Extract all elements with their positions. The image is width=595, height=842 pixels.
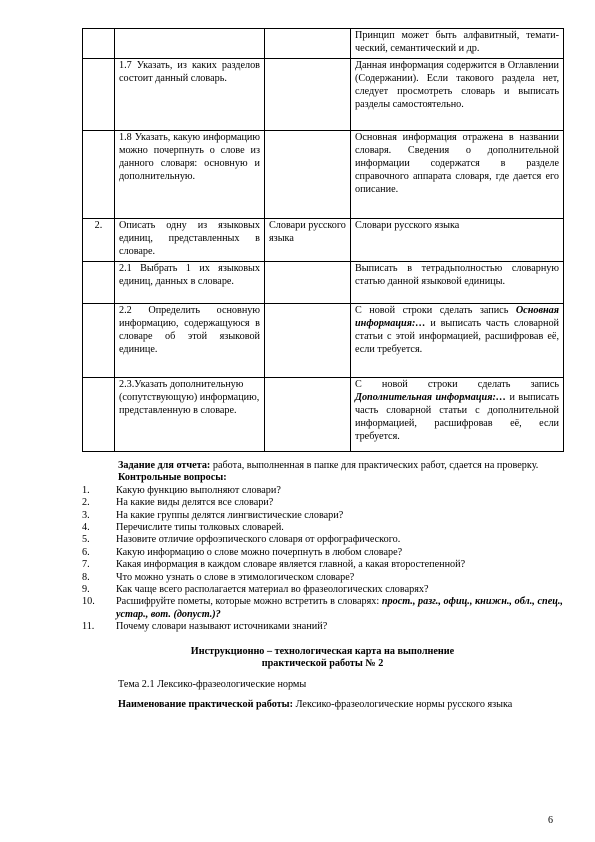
cell-task	[115, 29, 265, 59]
cell-num	[83, 262, 115, 304]
question-number: 6.	[82, 546, 90, 558]
cell-source	[265, 29, 351, 59]
list-item	[82, 485, 563, 497]
questions-list	[82, 485, 563, 634]
cell-instruction	[351, 304, 564, 378]
list-item	[82, 584, 563, 596]
question-text: Что можно узнать о слове в этимологическом словаре?	[116, 571, 355, 583]
instruction-emphasis: Основная информация:…	[355, 305, 559, 329]
question-text: Перечислите типы толковых словарей.	[116, 522, 284, 534]
cell-source	[265, 378, 351, 452]
list-item	[82, 547, 563, 559]
question-text: Какую функцию выполняют словари?	[116, 484, 281, 496]
cell-num	[83, 59, 115, 131]
cell-task: 2.2 Определить основную информацию, содержащуюся в словаре об этой языковой единице.	[115, 304, 265, 378]
task-table	[82, 28, 564, 452]
cell-instruction: Основная информация отражена в названии словаря. Сведения о дополнительной информации содержатся в разделе справочного аппарата словаря, где дается его описание.	[351, 131, 564, 219]
list-item	[82, 497, 563, 509]
table-row	[83, 378, 564, 452]
cell-instruction	[351, 378, 564, 452]
list-item	[82, 510, 563, 522]
table-row	[83, 304, 564, 378]
question-number: 9.	[82, 584, 90, 596]
question-text: На какие группы делятся лингвистические словари?	[116, 509, 344, 521]
question-number: 8.	[82, 571, 90, 583]
cell-instruction: Выписать в тетрадьполностью словарную статью данной языковой единицы.	[351, 262, 564, 304]
instruction-text: С новой строки сделать запись	[355, 305, 516, 316]
cell-num	[83, 378, 115, 452]
question-text: Почему словари называют источниками знаний?	[116, 621, 328, 633]
cell-task: 2.3.Указать дополнительную (сопутствующую) информацию, представленную в словаре.	[115, 378, 265, 452]
cell-instruction: Данная информация содержится в Оглавлении (Содержании). Если такового раздела нет, следует просмотреть словарь и выписать разделы самостоятельно.	[351, 59, 564, 131]
question-text: Расшифруйте пометы, которые можно встретить в словарях:	[116, 596, 382, 608]
cell-source	[265, 304, 351, 378]
question-number: 1.	[82, 484, 90, 496]
instruction-text: и выписать часть словарной статьи с этой информацией, расшифровав её, если требуется.	[355, 317, 559, 355]
cell-source	[265, 131, 351, 219]
question-marks: прост., разг., офиц., книжн., обл., спец., устар., вот. (допуст.)?	[116, 596, 563, 620]
cell-num: 2.	[83, 219, 115, 262]
report-paragraph	[82, 460, 563, 472]
question-number: 3.	[82, 509, 90, 521]
cell-task: 2.1 Выбрать 1 их языковых единиц, данных в словаре.	[115, 262, 265, 304]
card-name-label: Наименование практической работы:	[118, 698, 294, 710]
list-item	[82, 572, 563, 584]
card-title-line2: практической работы № 2	[261, 658, 384, 670]
instruction-text: и выписать часть словарной статьи с дополнительной информацией, расшифровав её, если требуется.	[355, 391, 559, 442]
cell-task: Описать одну из языковых единиц, представленных в словаре.	[115, 219, 265, 262]
cell-instruction: Принцип может быть алфавитный, темати-ческий, семантический и др.	[351, 29, 564, 59]
table-row	[83, 219, 564, 262]
instruction-emphasis: Дополнительная информация:…	[355, 391, 507, 403]
question-number: 10.	[82, 596, 95, 608]
card-name-paragraph	[82, 699, 563, 711]
cell-num	[83, 29, 115, 59]
table-row	[83, 29, 564, 59]
question-text: Назовите отличие орфоэпического словаря от орфографического.	[116, 534, 401, 546]
question-number: 5.	[82, 534, 90, 546]
cell-source	[265, 262, 351, 304]
cell-instruction: Словари русского языка	[351, 219, 564, 262]
question-number: 7.	[82, 559, 90, 571]
list-item	[82, 596, 563, 621]
question-text: Как чаще всего располагается материал во фразеологических словарях?	[116, 584, 429, 596]
after-table-text	[82, 460, 563, 711]
table-row	[83, 59, 564, 131]
card-title-line1: Инструкционно – технологическая карта на выполнение	[190, 645, 455, 657]
question-number: 11.	[82, 621, 95, 633]
cell-source	[265, 59, 351, 131]
cell-source: Словари русского языка	[265, 219, 351, 262]
cell-task: 1.8 Указать, какую информацию можно почерпнуть о слове из данного словаря: основную и дополнительную.	[115, 131, 265, 219]
card-topic: Тема 2.1 Лексико-фразеологические нормы	[118, 678, 307, 690]
instruction-text: С новой строки сделать запись	[355, 379, 559, 390]
control-questions-title: Контрольные вопросы:	[118, 472, 227, 484]
question-number: 4.	[82, 522, 90, 534]
question-number: 2.	[82, 497, 90, 509]
report-label: Задание для отчета:	[118, 460, 211, 471]
card-name-text: Лексико-фразеологические нормы русского языка	[293, 698, 513, 710]
cell-num	[83, 304, 115, 378]
list-item	[82, 522, 563, 534]
list-item	[82, 621, 563, 633]
list-item	[82, 559, 563, 571]
question-text: Какую информацию о слове можно почерпнуть в любом словаре?	[116, 546, 403, 558]
question-text: Какая информация в каждом словаре является главной, а какая второстепенной?	[116, 559, 466, 571]
list-item	[82, 534, 563, 546]
table-row	[83, 131, 564, 219]
page-number: 6	[548, 815, 553, 826]
cell-task: 1.7 Указать, из каких разделов состоит данный словарь.	[115, 59, 265, 131]
report-text: работа, выполненная в папке для практических работ, сдается на проверку.	[210, 460, 539, 471]
cell-num	[83, 131, 115, 219]
table-row	[83, 262, 564, 304]
question-text: На какие виды делятся все словари?	[116, 497, 274, 509]
